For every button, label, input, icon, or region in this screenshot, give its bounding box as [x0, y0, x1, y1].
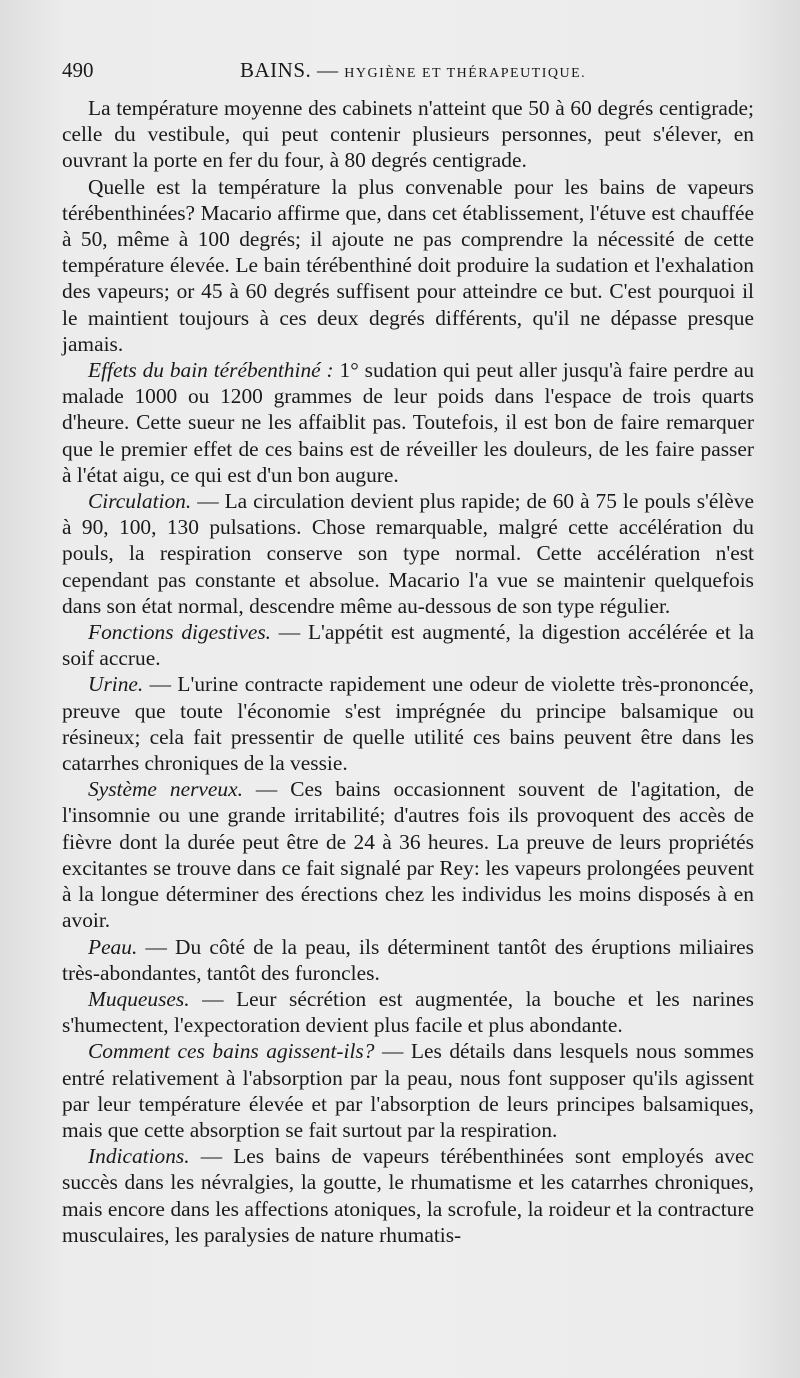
- paragraph-lead: Peau.: [88, 934, 138, 959]
- paragraph: [62, 357, 754, 488]
- paragraph: [62, 934, 754, 986]
- paragraph-lead: Fonctions digestives.: [88, 620, 272, 645]
- paragraph: [62, 671, 754, 776]
- paragraph-text: La température moyenne des cabinets n'atteint que 50 à 60 degrés centigrade; celle du vestibule, qui peut contenir plusieurs personnes, peut s'élever, en ouvrant la porte en fer du four, à 80 degrés centigrade.: [62, 96, 754, 173]
- paragraph-lead: Urine.: [88, 672, 144, 697]
- running-title: [240, 58, 586, 83]
- paragraph-lead: Muqueuses.: [88, 986, 190, 1011]
- running-header: [62, 58, 762, 88]
- paragraph-text: — Leur sécrétion est augmentée, la bouche et les narines s'humectent, l'expectoration devient plus facile et plus abondante.: [62, 986, 754, 1038]
- paragraph-lead: Effets du bain térébenthiné :: [88, 358, 334, 383]
- paragraph-text: — L'appétit est augmenté, la digestion accélérée et la soif accrue.: [62, 620, 754, 671]
- paragraph-text: — Du côté de la peau, ils déterminent tantôt des éruptions miliaires très-abondantes, tantôt des furoncles.: [62, 934, 754, 985]
- paragraph: [62, 95, 754, 174]
- paragraph-text: — Les bains de vapeurs térébenthinées sont employés avec succès dans les névralgies, la goutte, le rhumatisme et les catarrhes chroniques, mais encore dans les affections atoniques, la scrofule, la roideur et la contracture musculaires, les paralysies de nature rhumatis-: [62, 1144, 754, 1247]
- page-number: 490: [62, 58, 94, 82]
- paragraph-lead: Indications.: [88, 1144, 190, 1169]
- paragraph: [62, 619, 754, 671]
- paragraph: [62, 488, 754, 619]
- paragraph: [62, 1038, 754, 1143]
- running-title-sub: HYGIÈNE ET THÉRAPEUTIQUE.: [344, 66, 587, 81]
- body-text: [62, 95, 754, 1248]
- paragraph-lead: Comment ces bains agissent-ils?: [88, 1039, 375, 1064]
- paragraph: [62, 1143, 754, 1248]
- paragraph-text: 1° sudation qui peut aller jusqu'à faire perdre au malade 1000 ou 1200 grammes de leur poids dans l'espace de trois quarts d'heure. Cette sueur ne les affaiblit pas. Toutefois, il est bon de faire remarquer que le premier effet de ces bains est de réveiller les douleurs, de les faire passer à l'état aigu, ce qui est d'un bon augure.: [62, 358, 755, 487]
- running-title-separator: —: [311, 58, 345, 82]
- paragraph-text: — La circulation devient plus rapide; de 60 à 75 le pouls s'élève à 90, 100, 130 pulsations. Chose remarquable, malgré cette accélération du pouls, la respiration conserve son type normal. Cette accélération n'est cependant pas constante et absolue. Macario l'a vue se maintenir quelquefois dans son état normal, descendre même au-dessous de son type régulier.: [62, 489, 754, 618]
- paragraph: [62, 776, 754, 933]
- paragraph-lead: Système nerveux.: [88, 777, 243, 802]
- running-title-main: BAINS.: [240, 58, 312, 82]
- paragraph-text: — Les détails dans lesquels nous sommes entré relativement à l'absorption par la peau, nous font supposer qu'ils agissent par leur température élevée et par l'absorption de leurs principes balsamiques, mais que cette absorption se fait surtout par la respiration.: [62, 1039, 754, 1142]
- paragraph-text: Quelle est la température la plus convenable pour les bains de vapeurs térébenthinées? Macario affirme que, dans cet établissement, l'étuve est chauffée à 50, même à 100 degrés; il ajoute ne pas comprendre la nécessité de cette température élevée. Le bain térébenthiné doit produire la sudation et l'exhalation des vapeurs; or 45 à 60 degrés suffisent pour atteindre ce but. C'est pourquoi il le maintient toujours à ces deux degrés différents, qu'il ne dépasse presque jamais.: [62, 174, 754, 356]
- paragraph-lead: Circulation.: [88, 489, 192, 514]
- paragraph: [62, 174, 754, 357]
- paragraph: [62, 986, 754, 1038]
- paragraph-text: — L'urine contracte rapidement une odeur de violette très-prononcée, preuve que toute l'économie s'est imprégnée du principe balsamique ou résineux; cela fait pressentir de quelle utilité ces bains peuvent être dans les catarrhes chroniques de la vessie.: [62, 672, 754, 776]
- paragraph-text: — Ces bains occasionnent souvent de l'agitation, de l'insomnie ou une grande irritabilité; d'autres fois ils provoquent des accès de fièvre dont la durée peut être de 24 à 36 heures. La preuve de leurs propriétés excitantes se trouve dans ce fait signalé par Rey: les vapeurs prolongées peuvent à la longue déterminer des érections chez les individus les moins disposés à en avoir.: [62, 777, 754, 933]
